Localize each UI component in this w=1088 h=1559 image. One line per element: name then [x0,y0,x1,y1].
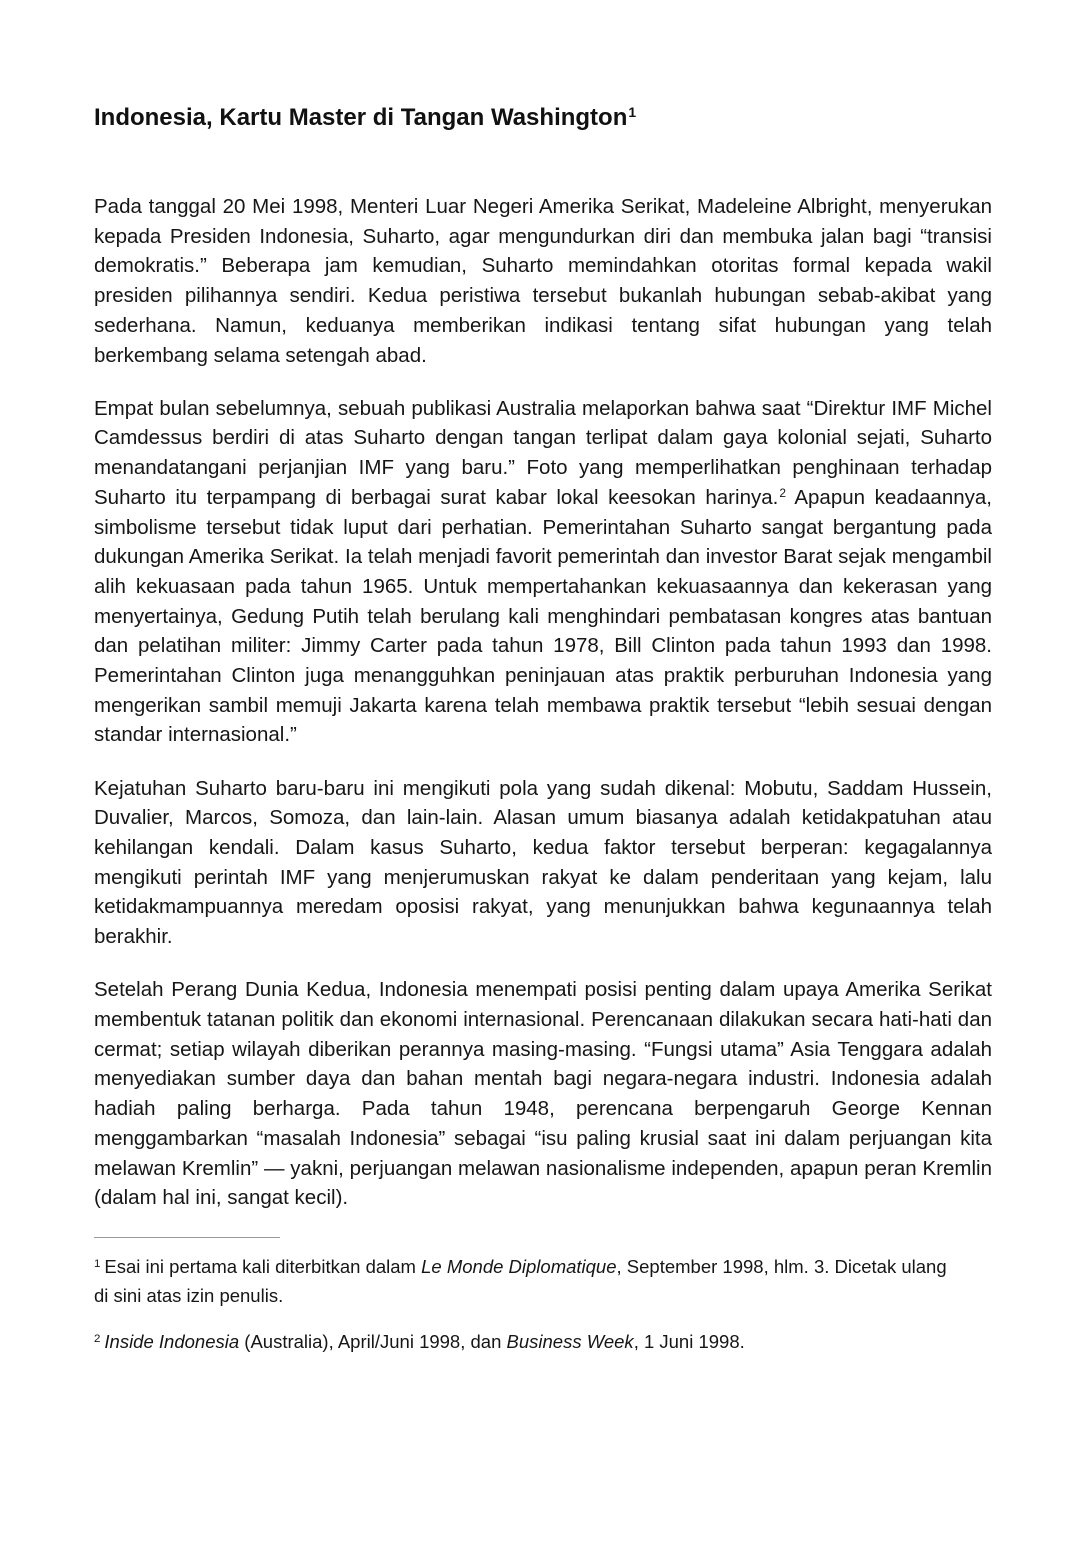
paragraph-2 [94,394,992,750]
paragraph-2-text-before: Empat bulan sebelumnya, sebuah publikasi Australia melaporkan bahwa saat “Direktur IMF Michel Camdessus berdiri di atas Suharto dengan tangan terlipat dalam gaya kolonial sejati, Suharto menandatangani perjanjian IMF yang baru.” Foto yang memperlihatkan penghinaan terhadap Suharto itu terpampang di berbagai surat kabar lokal keesokan harinya. [94,396,992,509]
paragraph-4: Setelah Perang Dunia Kedua, Indonesia menempati posisi penting dalam upaya Amerika Serikat membentuk tatanan politik dan ekonomi internasional. Perencanaan dilakukan secara hati-hati dan cermat; setiap wilayah diberikan perannya masing-masing. “Fungsi utama” Asia Tenggara adalah menyediakan sumber daya dan bahan mentah bagi negara-negara industri. Indonesia adalah hadiah paling berharga. Pada tahun 1948, perencana berpengaruh George Kennan menggambarkan “masalah Indonesia” sebagai “isu paling krusial saat ini dalam perjuangan kita melawan Kremlin” — yakni, perjuangan melawan nasionalisme independen, apapun peran Kremlin (dalam hal ini, sangat kecil). [94,978,992,1210]
paragraph-2-text-after: Apapun keadaannya, simbolisme tersebut tidak luput dari perhatian. Pemerintahan Suharto sangat bergantung pada dukungan Amerika Serikat. Ia telah menjadi favorit pemerintah dan investor Barat sejak mengambil alih kekuasaan pada tahun 1965. Untuk mempertahankan kekuasaannya dan kekerasan yang menyertainya, Gedung Putih telah berulang kali menghindari pembatasan kongres atas bantuan dan pelatihan militer: Jimmy Carter pada tahun 1978, Bill Clinton pada tahun 1993 dan 1998. Pemerintahan Clinton juga menangguhkan peninjauan atas praktik perburuhan Indonesia yang mengerikan sambil memuji Jakarta karena telah membawa praktik tersebut “lebih sesuai dengan standar internasional.” [94,485,992,747]
title-text: Indonesia, Kartu Master di Tangan Washington [94,104,628,131]
title-footnote-ref: 1 [628,104,637,121]
paragraph-2-footnote-ref: 2 [779,486,786,501]
footnote-2-publication-title-2: Business Week [506,1330,634,1352]
footnote-2-marker: 2 [94,1332,101,1345]
footnote-1-text-before: Esai ini pertama kali diterbitkan dalam [104,1255,422,1277]
document-title [94,103,992,133]
footnote-2-text-2: , 1 Juni 1998. [633,1330,745,1352]
paragraph-3: Kejatuhan Suharto baru-baru ini mengikuti pola yang sudah dikenal: Mobutu, Saddam Hussein, Duvalier, Marcos, Somoza, dan lain-lain. Alasan umum biasanya adalah ketidakpatuhan atau kehilangan kendali. Dalam kasus Suharto, kedua faktor tersebut berperan: kegagalannya mengikuti perintah IMF yang menjerumuskan rakyat ke dalam penderitaan yang kejam, lalu ketidakmampuannya meredam oposisi rakyat, yang menunjukkan bahwa kegunaannya telah berakhir. [94,776,992,949]
footnote-2-text-1: (Australia), April/Juni 1998, dan [239,1330,507,1352]
footnote-1-text-after: , September 1998, hlm. 3. Dicetak ulang di sini atas izin penulis. [94,1255,947,1306]
footnote-1-marker: 1 [94,1257,101,1270]
paragraph-1: Pada tanggal 20 Mei 1998, Menteri Luar Negeri Amerika Serikat, Madeleine Albright, menyerukan kepada Presiden Indonesia, Suharto, agar mengundurkan diri dan membuka jalan bagi “transisi demokratis.” Beberapa jam kemudian, Suharto memindahkan otoritas formal kepada wakil presiden pilihannya sendiri. Kedua peristiwa tersebut bukanlah hubungan sebab-akibat yang sederhana. Namun, keduanya memberikan indikasi tentang sifat hubungan yang telah berkembang selama setengah abad. [94,195,992,367]
footnote-divider [94,1237,280,1238]
footnote-2 [94,1327,992,1356]
footnote-1 [94,1252,992,1310]
footnote-2-publication-title-1: Inside Indonesia [104,1330,240,1352]
footnote-1-publication-title: Le Monde Diplomatique [421,1255,617,1277]
document-page [94,103,992,1373]
